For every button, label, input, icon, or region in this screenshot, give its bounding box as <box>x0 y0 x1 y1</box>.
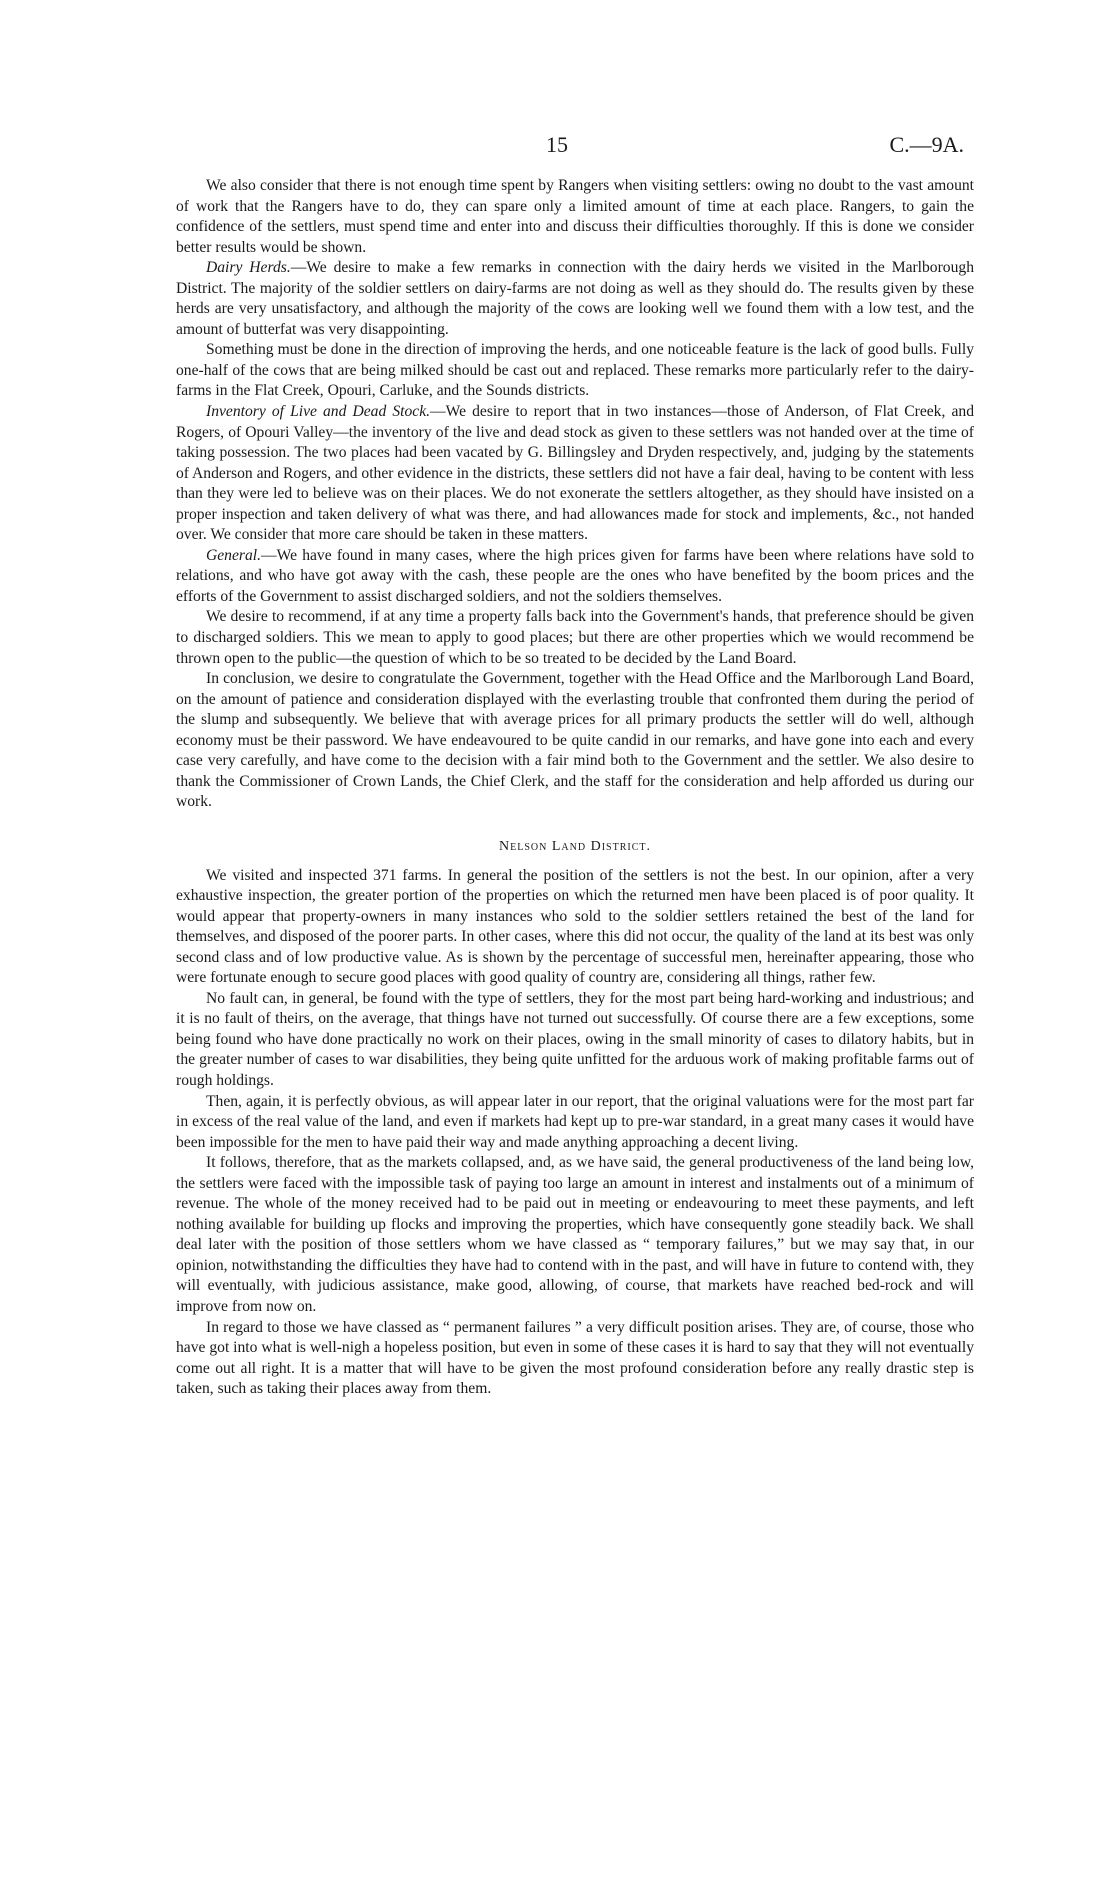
document-code: C.—9A. <box>889 132 964 157</box>
paragraph-inventory: Inventory of Live and Dead Stock.—We desire to report that in two instances—those of Anderson, of Flat Creek, and Rogers, of Opouri Valley—the inventory of the live and dead stock as given to these settlers was not handed over at the time of taking possession. The two places had been vacated by G. Billingsley and Dryden respectively, and, judging by the statements of Anderson and Rogers, and other evidence in the districts, these settlers did not have a fair deal, having to be content with less than they were led to believe was on their places. We do not exonerate the settlers altogether, as they should have insisted on a proper inspection and taken delivery of what was there, and had allowances made for stock and implements, &c., not handed over. We consider that more care should be taken in these matters. <box>176 403 974 544</box>
section-heading-nelson: Nelson Land District. <box>499 838 651 854</box>
runin-heading-general: General. <box>206 546 261 564</box>
paragraph-recommend: We desire to recommend, if at any time a property falls back into the Government's hands, that preference should be given to discharged soldiers. This we mean to apply to good places; but there are other properties which we would recommend be thrown open to the public—the question of which to be so treated to be decided by the Land Board. <box>176 608 974 667</box>
document-body <box>176 176 974 1400</box>
runin-heading-inventory: Inventory of Live and Dead Stock. <box>206 403 431 421</box>
paragraph-rangers: We also consider that there is not enough time spent by Rangers when visiting settlers: owing no doubt to the vast amount of work that the Rangers have to do, they can spare only a limited amount of time at each place. Rangers, to gain the confidence of the settlers, must spend time and enter into and discuss their difficulties thoroughly. If this is done we consider better results would be shown. <box>176 177 974 256</box>
paragraph-improving-herds: Something must be done in the direction of improving the herds, and one noticeable feature is the lack of good bulls. Fully one-half of the cows that are being milked should be cast out and replaced. These remarks more particularly refer to the dairy-farms in the Flat Creek, Opouri, Carluke, and the Sounds districts. <box>176 341 974 400</box>
paragraph-nelson-markets: It follows, therefore, that as the markets collapsed, and, as we have said, the general productiveness of the land being low, the settlers were faced with the impossible task of paying too large an amount in interest and instalments out of a minimum of revenue. The whole of the money received had to be paid out in meeting or endeavouring to meet these payments, and left nothing available for building up flocks and improving the properties, which have consequently gone steadily back. We shall deal later with the position of those settlers whom we have classed as “ temporary failures,” but we may say that, in our opinion, notwithstanding the difficulties they have had to contend with in the past, and will have in future to contend with, they will eventually, with judicious assistance, make good, allowing, of course, that markets have reached bed-rock and will improve from now on. <box>176 1154 974 1315</box>
paragraph-general: General.—We have found in many cases, where the high prices given for farms have been where relations have sold to relations, and who have got away with the cash, these people are the ones who have benefited by the boom prices and the efforts of the Government to assist discharged soldiers, and not the soldiers themselves. <box>176 546 974 605</box>
paragraph-nelson-valuations: Then, again, it is perfectly obvious, as will appear later in our report, that the original valuations were for the most part far in excess of the real value of the land, and even if markets had kept up to pre-war standard, in a great many cases it would have been impossible for the men to have paid their way and made anything approaching a decent living. <box>176 1092 974 1151</box>
page-number: 15 <box>546 132 568 157</box>
page-header <box>0 132 1114 162</box>
paragraph-conclusion: In conclusion, we desire to congratulate the Government, together with the Head Office and the Marlborough Land Board, on the amount of patience and consideration displayed with the everlasting trouble that confronted them during the period of the slump and subsequently. We believe that with average prices for all primary products the settler will do well, although economy must be their password. We have endeavoured to be quite candid in our remarks, and have gone into each and every case very carefully, and have come to the decision with a fair mind both to the Government and the settler. We also desire to thank the Commissioner of Crown Lands, the Chief Clerk, and the staff for the consideration and help afforded us during our work. <box>176 670 974 811</box>
paragraph-nelson-settlers: No fault can, in general, be found with the type of settlers, they for the most part being hard-working and industrious; and it is no fault of theirs, on the average, that things have not turned out successfully. Of course there are a few exceptions, some being found who have done practically no work on their places, owing in the small minority of cases to dilatory habits, but in the greater number of cases to war disabilities, they being quite unfitted for the arduous work of making profitable farms out of rough holdings. <box>176 989 974 1089</box>
runin-heading-dairy-herds: Dairy Herds. <box>206 259 291 277</box>
paragraph-dairy-herds: Dairy Herds.—We desire to make a few remarks in connection with the dairy herds we visited in the Marlborough District. The majority of the soldier settlers on dairy-farms are not doing as well as they should do. The results given by these herds are very unsatisfactory, and although the majority of the cows are looking well we found them with a low test, and the amount of butterfat was very disappointing. <box>176 259 974 338</box>
paragraph-nelson-permanent-failures: In regard to those we have classed as “ permanent failures ” a very difficult position arises. They are, of course, those who have got into what is well-nigh a hopeless position, but even in some of these cases it is hard to say that they will not eventually come out all right. It is a matter that will have to be given the most profound consideration before any really drastic step is taken, such as taking their places away from them. <box>176 1318 974 1398</box>
paragraph-nelson-visited: We visited and inspected 371 farms. In general the position of the settlers is not the best. In our opinion, after a very exhaustive inspection, the greater portion of the properties on which the returned men have been placed is of poor quality. It would appear that property-owners in many instances who sold to the soldier settlers retained the best of the land for themselves, and disposed of the poorer parts. In other cases, where this did not occur, the quality of the land at its best was only second class and of low productive value. As is shown by the percentage of successful men, hereinafter appearing, those who were fortunate enough to secure good places with good quality of country are, considering all things, rather few. <box>176 866 974 987</box>
